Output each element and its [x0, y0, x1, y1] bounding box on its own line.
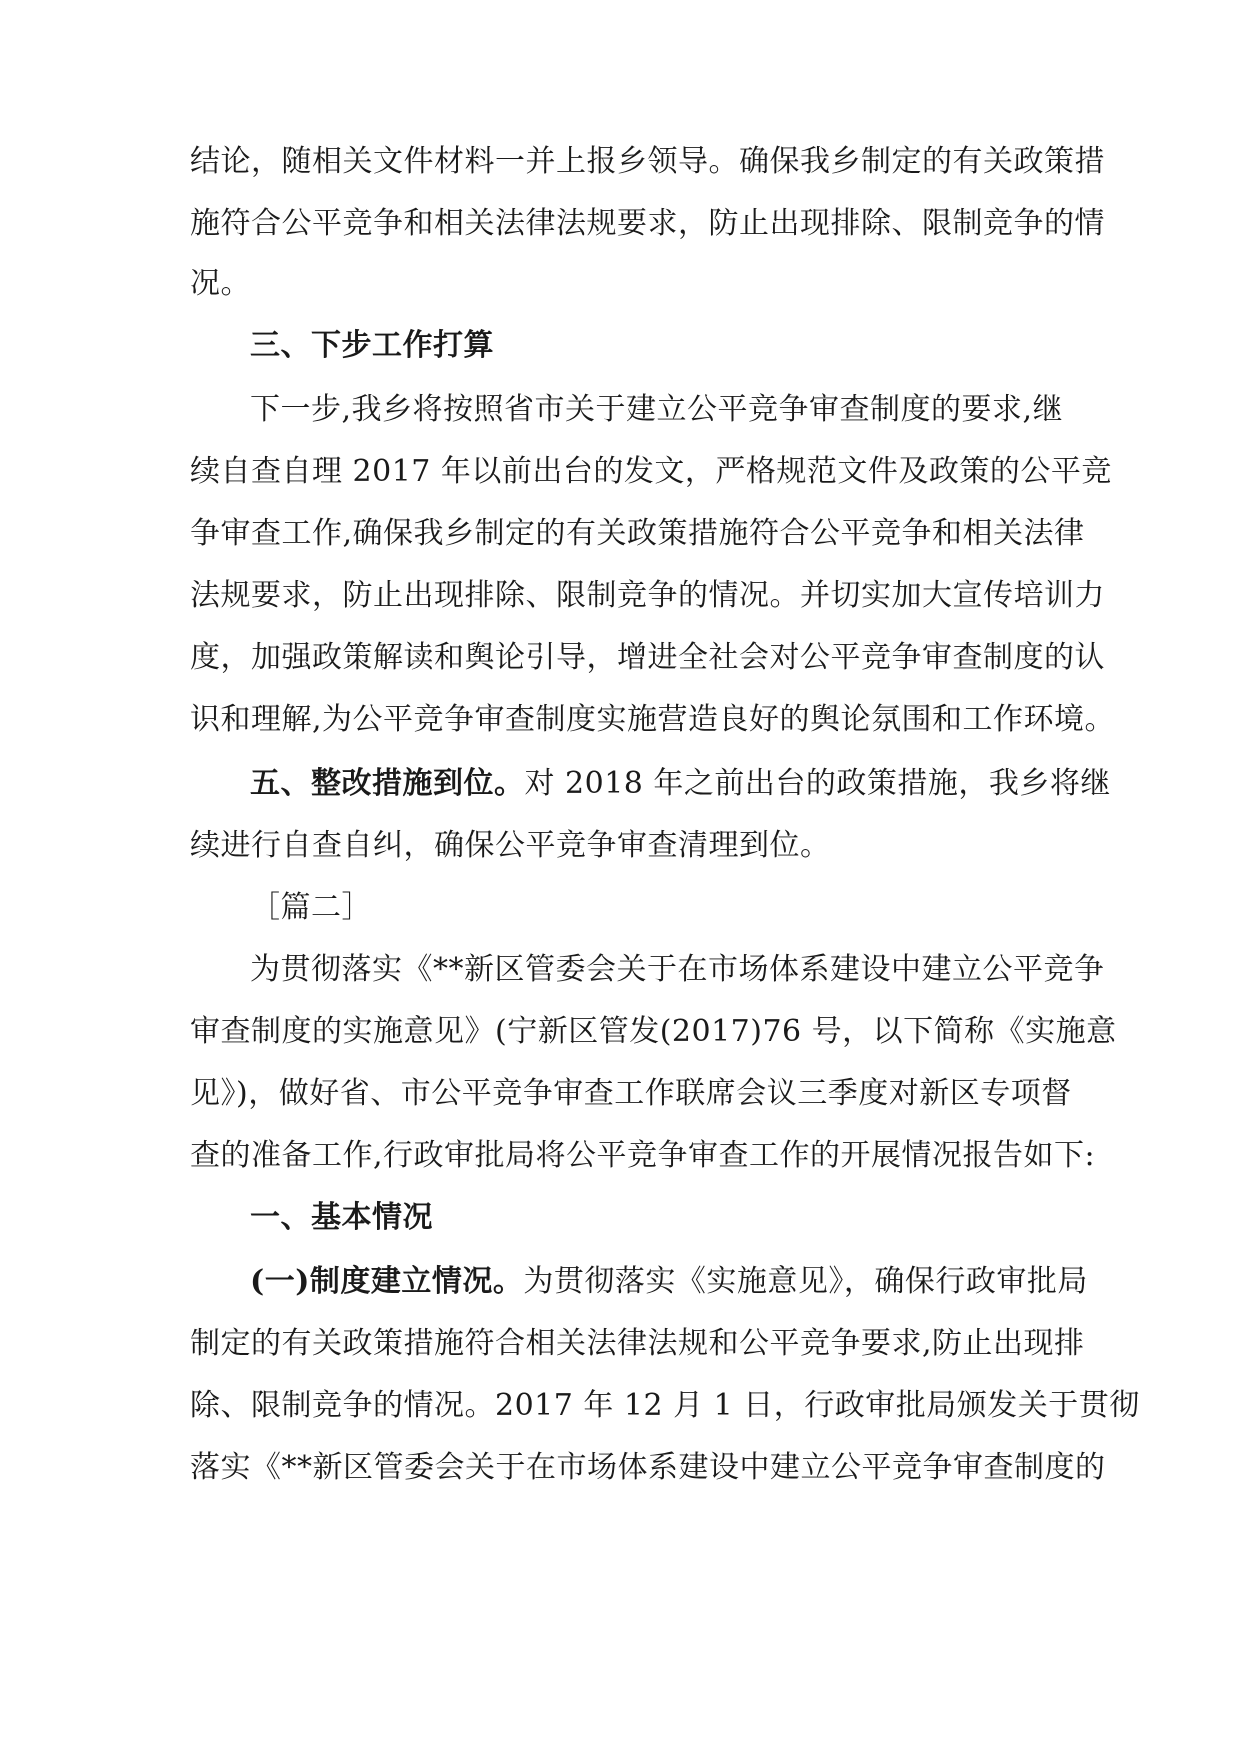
paragraph-line: 况。 [190, 266, 251, 301]
paragraph-line: 下一步,我乡将按照省市关于建立公平竞争审查制度的要求,继 [250, 392, 1064, 427]
paragraph-line: 结论，随相关文件材料一并上报乡领导。确保我乡制定的有关政策措 [190, 144, 1105, 179]
paragraph-line: 争审查工作,确保我乡制定的有关政策措施符合公平竞争和相关法律 [190, 516, 1085, 551]
paragraph-line: 见》)，做好省、市公平竞争审查工作联席会议三季度对新区专项督 [190, 1076, 1072, 1111]
section-heading: 三、下步工作打算 [250, 328, 494, 363]
paragraph-line: 续进行自查自纠，确保公平竞争审查清理到位。 [190, 828, 831, 863]
paragraph-line: 制定的有关政策措施符合相关法律法规和公平竞争要求,防止出现排 [190, 1326, 1085, 1361]
section-marker: ［篇二］ [250, 890, 372, 925]
paragraph-text: 对 2018 年之前出台的政策措施，我乡将继 [524, 766, 1111, 801]
section-heading: 一、基本情况 [250, 1200, 433, 1235]
paragraph-line: 审查制度的实施意见》(宁新区管发(2017)76 号，以下简称《实施意 [190, 1014, 1117, 1049]
paragraph-line: 除、限制竞争的情况。2017 年 12 月 1 日，行政审批局颁发关于贯彻 [190, 1388, 1140, 1423]
paragraph-line: 识和理解,为公平竞争审查制度实施营造良好的舆论氛围和工作环境。 [190, 702, 1116, 737]
paragraph-line [250, 764, 1111, 804]
paragraph-line: 法规要求，防止出现排除、限制竞争的情况。并切实加大宣传培训力 [190, 578, 1105, 613]
paragraph-line: 施符合公平竞争和相关法律法规要求，防止出现排除、限制竞争的情 [190, 206, 1105, 241]
inline-heading: (一)制度建立情况。 [250, 1264, 524, 1299]
paragraph-line: 查的准备工作,行政审批局将公平竞争审查工作的开展情况报告如下: [190, 1138, 1096, 1173]
paragraph-line: 度，加强政策解读和舆论引导，增进全社会对公平竞争审查制度的认 [190, 640, 1105, 675]
paragraph-text: 为贯彻落实《实施意见》，确保行政审批局 [523, 1264, 1088, 1299]
paragraph-line: 落实《**新区管委会关于在市场体系建设中建立公平竞争审查制度的 [190, 1450, 1106, 1485]
paragraph-line [250, 1262, 1088, 1302]
paragraph-line: 为贯彻落实《**新区管委会关于在市场体系建设中建立公平竞争 [250, 952, 1105, 987]
paragraph-line: 续自查自理 2017 年以前出台的发文，严格规范文件及政策的公平竞 [190, 454, 1112, 489]
inline-heading: 五、整改措施到位。 [250, 766, 525, 801]
